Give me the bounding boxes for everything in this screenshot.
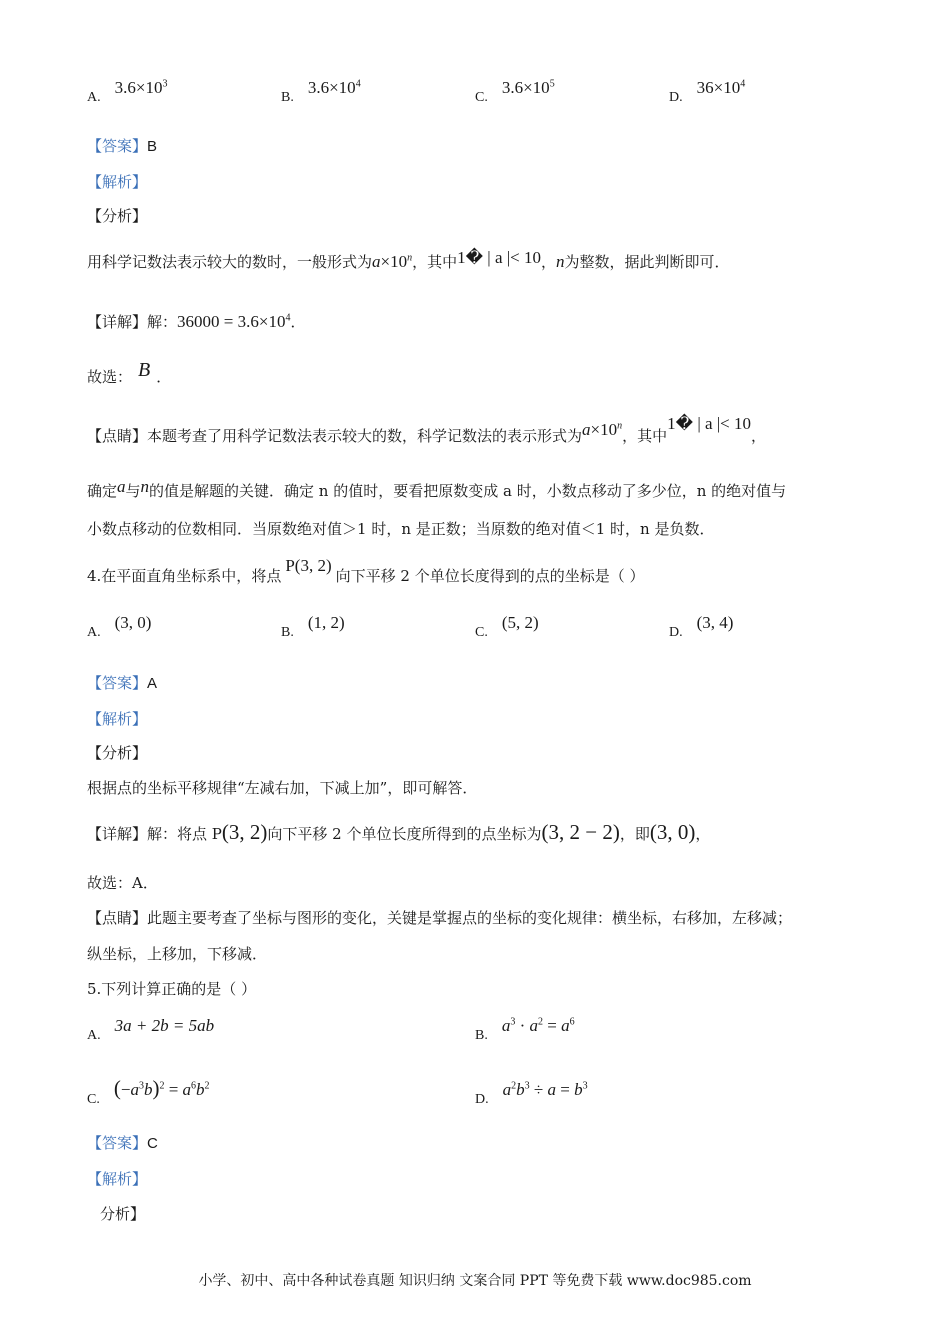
q4-option-b: B.(1, 2) [281, 613, 345, 640]
q5-answer: 【答案】C [87, 1134, 158, 1152]
q3-detail: 【详解】解：$36000 = 3.6\times 10^4$． [87, 312, 306, 331]
q3-choose: 故选： B ． [87, 359, 172, 386]
q3-comment-line1: 【点睛】本题考查了用科学记数法表示较大的数，科学记数法的表示形式为$a\times 10^n$，其中1� | a |< 10， [87, 414, 767, 445]
q3-analysis: 用科学记数法表示较大的数时，一般形式为$a\times 10^n$，其中1� | a |< 10，n为整数，据此判断即可． [87, 248, 730, 271]
q4-option-a: A.(3, 0) [87, 613, 152, 640]
q5-option-b: $B.a^3 \cdot a^2 = a^6$ [475, 1016, 575, 1043]
footer: 小学、初中、高中各种试卷真题 知识归纳 文案合同 PPT 等免费下载 www.doc985.com [198, 1273, 752, 1289]
q4-analysis: 根据点的坐标平移规律“左减右加，下减上加”，即可解答． [87, 779, 478, 797]
q5-fenxi: 分析】 [100, 1205, 146, 1223]
q4-option-d: D.(3, 4) [669, 613, 734, 640]
q4-detail: 【详解】解：将点 P(3, 2)向下平移 2 个单位长度所得到的点坐标为(3, 2 − 2)，即(3, 0)， [87, 820, 711, 844]
q4-comment-line1: 【点睛】此题主要考查了坐标与图形的变化，关键是掌握点的坐标的变化规律：横坐标，右移加，左移减； [87, 909, 793, 927]
q4-choose: 故选：A． [87, 874, 158, 892]
q5-option-c: C. $(-a^3b)^2 = a^6b^2$ [87, 1076, 210, 1107]
q3-comment-line3: 小数点移动的位数相同．当原数绝对值＞1 时，n 是正数；当原数的绝对值＜1 时，n 是负数． [87, 520, 715, 538]
q3-fenxi: 【分析】 [87, 207, 148, 225]
q3-jiexi: 【解析】 [87, 173, 148, 191]
q3-comment-line2: 确定a与n的值是解题的关键．确定 n 的值时，要看把原数变成 a 时，小数点移动了多少位，n 的绝对值与 [87, 477, 787, 500]
q4-fenxi: 【分析】 [87, 744, 148, 762]
q3-answer: 【答案】B [87, 137, 158, 155]
q4-option-c: C.(5, 2) [475, 613, 539, 640]
q3-option-b: $B.3.6\times 10^4$ [281, 78, 361, 105]
q4-stem: 4.在平面直角坐标系中，将点P(3, 2)向下平移 2 个单位长度得到的点的坐标是（ ） [87, 556, 645, 585]
q3-option-d: $D.36\times 10^4$ [669, 78, 746, 105]
q5-stem: 5.下列计算正确的是（ ） [87, 980, 257, 998]
q5-jiexi: 【解析】 [87, 1170, 148, 1188]
q5-option-a: A.3a + 2b = 5ab [87, 1016, 215, 1043]
q4-comment-line2: 纵坐标，上移加，下移减． [87, 945, 268, 963]
q3-option-a: $A.3.6\times 10^3$ [87, 78, 168, 105]
q5-option-d: $D.a^2b^3 \div a = b^3$ [475, 1080, 588, 1107]
q4-answer: 【答案】A [87, 674, 158, 692]
q3-option-c: $C.3.6\times 10^5$ [475, 78, 555, 105]
q4-jiexi: 【解析】 [87, 710, 148, 728]
